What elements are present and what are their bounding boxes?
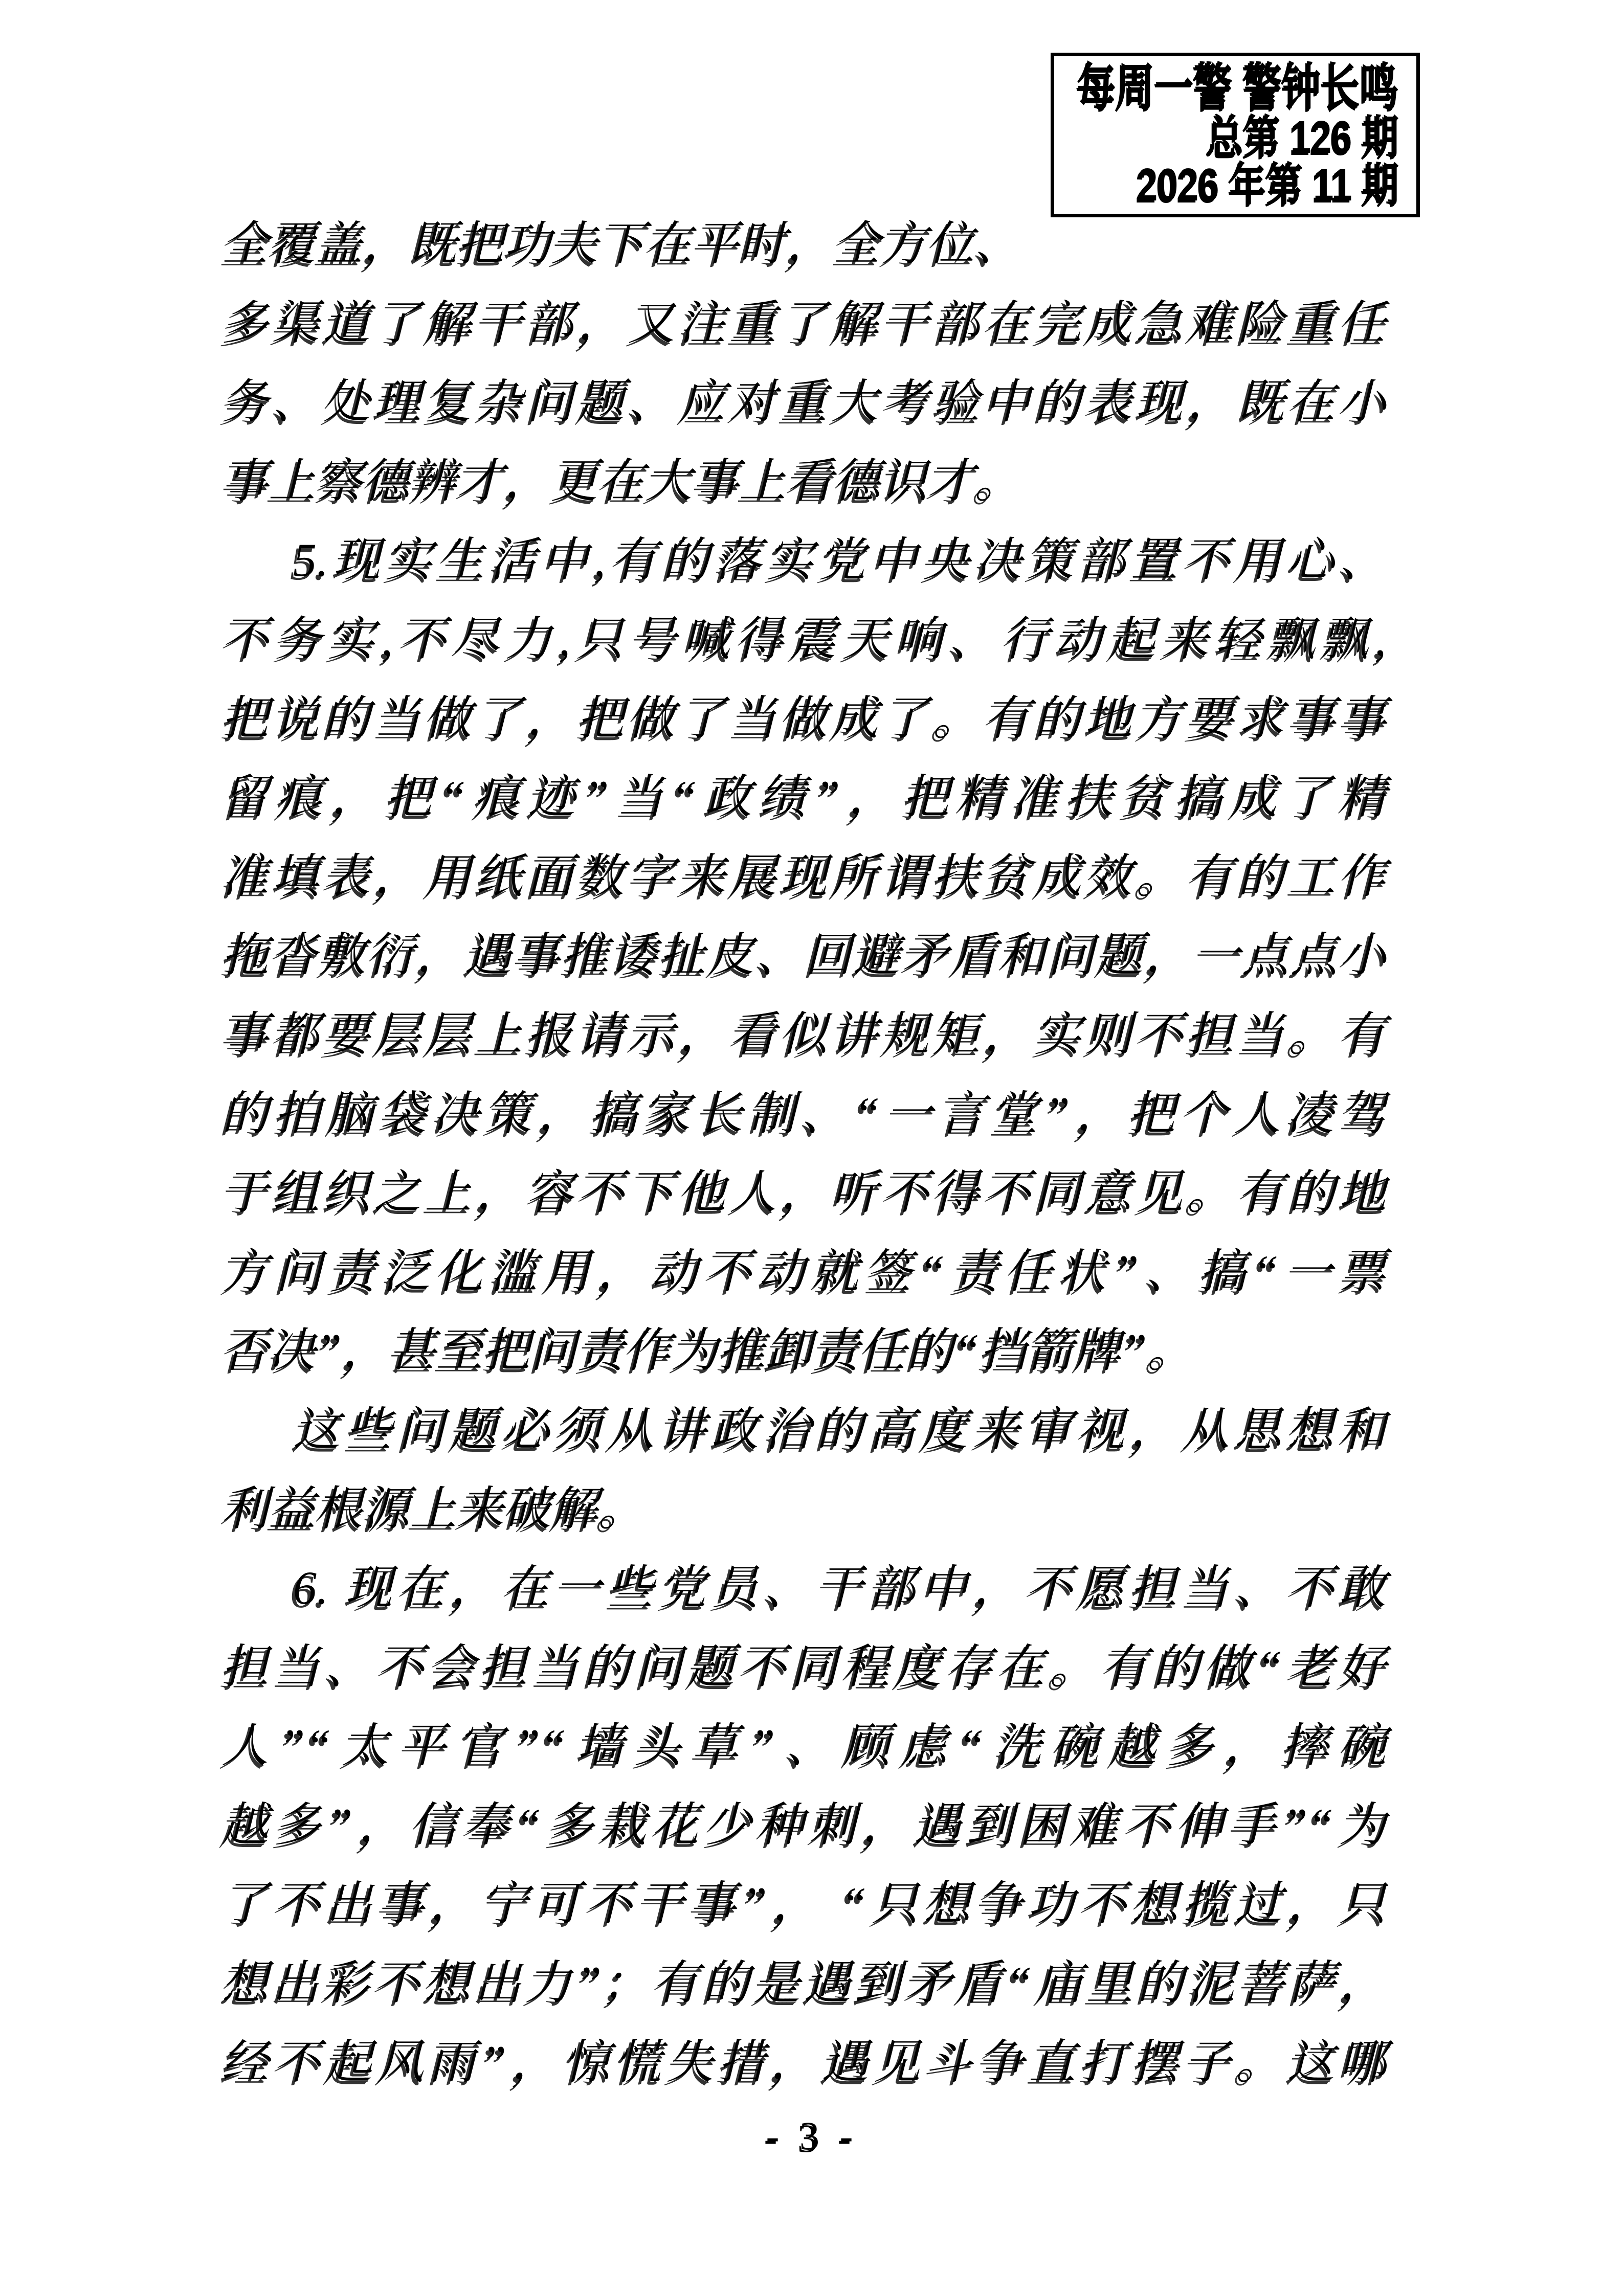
text-line: 事都要层层上报请示，看似讲规矩，实则不担当。有	[221, 1008, 1386, 1061]
body-text	[221, 205, 1386, 2102]
text-line: 担当、不会担当的问题不同程度存在。有的做“老好	[221, 1640, 1386, 1693]
text-line: 经不起风雨”，惊慌失措，遇见斗争直打摆子。这哪	[221, 2036, 1386, 2088]
text-line: 准填表，用纸面数字来展现所谓扶贫成效。有的工作	[221, 850, 1386, 903]
text-line: 越多”，信奉“多栽花少种刺，遇到困难不伸手”“为	[221, 1798, 1386, 1851]
issue-number-total: 总第 126 期	[1206, 112, 1399, 163]
text-line: 想出彩不想出力”；有的是遇到矛盾“庙里的泥菩萨，	[221, 1957, 1386, 2010]
text-line: 这些问题必须从讲政治的高度来审视，从思想和	[293, 1403, 1386, 1456]
issue-number-year: 2026 年第 11 期	[1137, 160, 1399, 211]
issue-header-box	[1051, 53, 1420, 217]
text-line: 人”“太平官”“墙头草”、顾虑“洗碗越多，摔碗	[221, 1720, 1386, 1772]
text-line: 5.现实生活中,有的落实党中央决策部置不用心、	[293, 534, 1386, 587]
text-line: 方问责泛化滥用，动不动就签“责任状”、搞“一票	[221, 1245, 1386, 1298]
page-number: - 3 -	[766, 2113, 858, 2158]
text-line: 务、处理复杂问题、应对重大考验中的表现，既在小	[221, 376, 1386, 429]
text-line: 的拍脑袋决策，搞家长制、“一言堂”，把个人凌驾	[221, 1087, 1386, 1140]
text-line: 于组织之上，容不下他人，听不得不同意见。有的地	[221, 1166, 1386, 1219]
text-line: 拖沓敷衍，遇事推诿扯皮、回避矛盾和问题，一点点小	[221, 929, 1386, 982]
text-line: 了不出事，宁可不干事”， “只想争功不想揽过，只	[221, 1878, 1386, 1930]
text-line: 把说的当做了，把做了当做成了。有的地方要求事事	[221, 692, 1386, 745]
bulletin-title: 每周一警 警钟长鸣	[1077, 59, 1399, 116]
text-line: 多渠道了解干部，又注重了解干部在完成急难险重任	[221, 297, 1386, 349]
text-line: 6. 现在，在一些党员、干部中，不愿担当、不敢	[293, 1562, 1386, 1614]
text-line: 留痕，把“痕迹”当“政绩”，把精准扶贫搞成了精	[221, 771, 1386, 824]
text-line: 利益根源上来破解。	[221, 1482, 646, 1535]
text-line: 否决”，甚至把问责作为推卸责任的“挡箭牌”。	[221, 1324, 1194, 1377]
text-line: 不务实,不尽力,只号喊得震天响、行动起来轻飘飘,	[221, 613, 1386, 665]
text-line: 全覆盖，既把功夫下在平时，全方位、	[221, 218, 1022, 270]
text-line: 事上察德辨才，更在大事上看德识才。	[221, 455, 1022, 507]
